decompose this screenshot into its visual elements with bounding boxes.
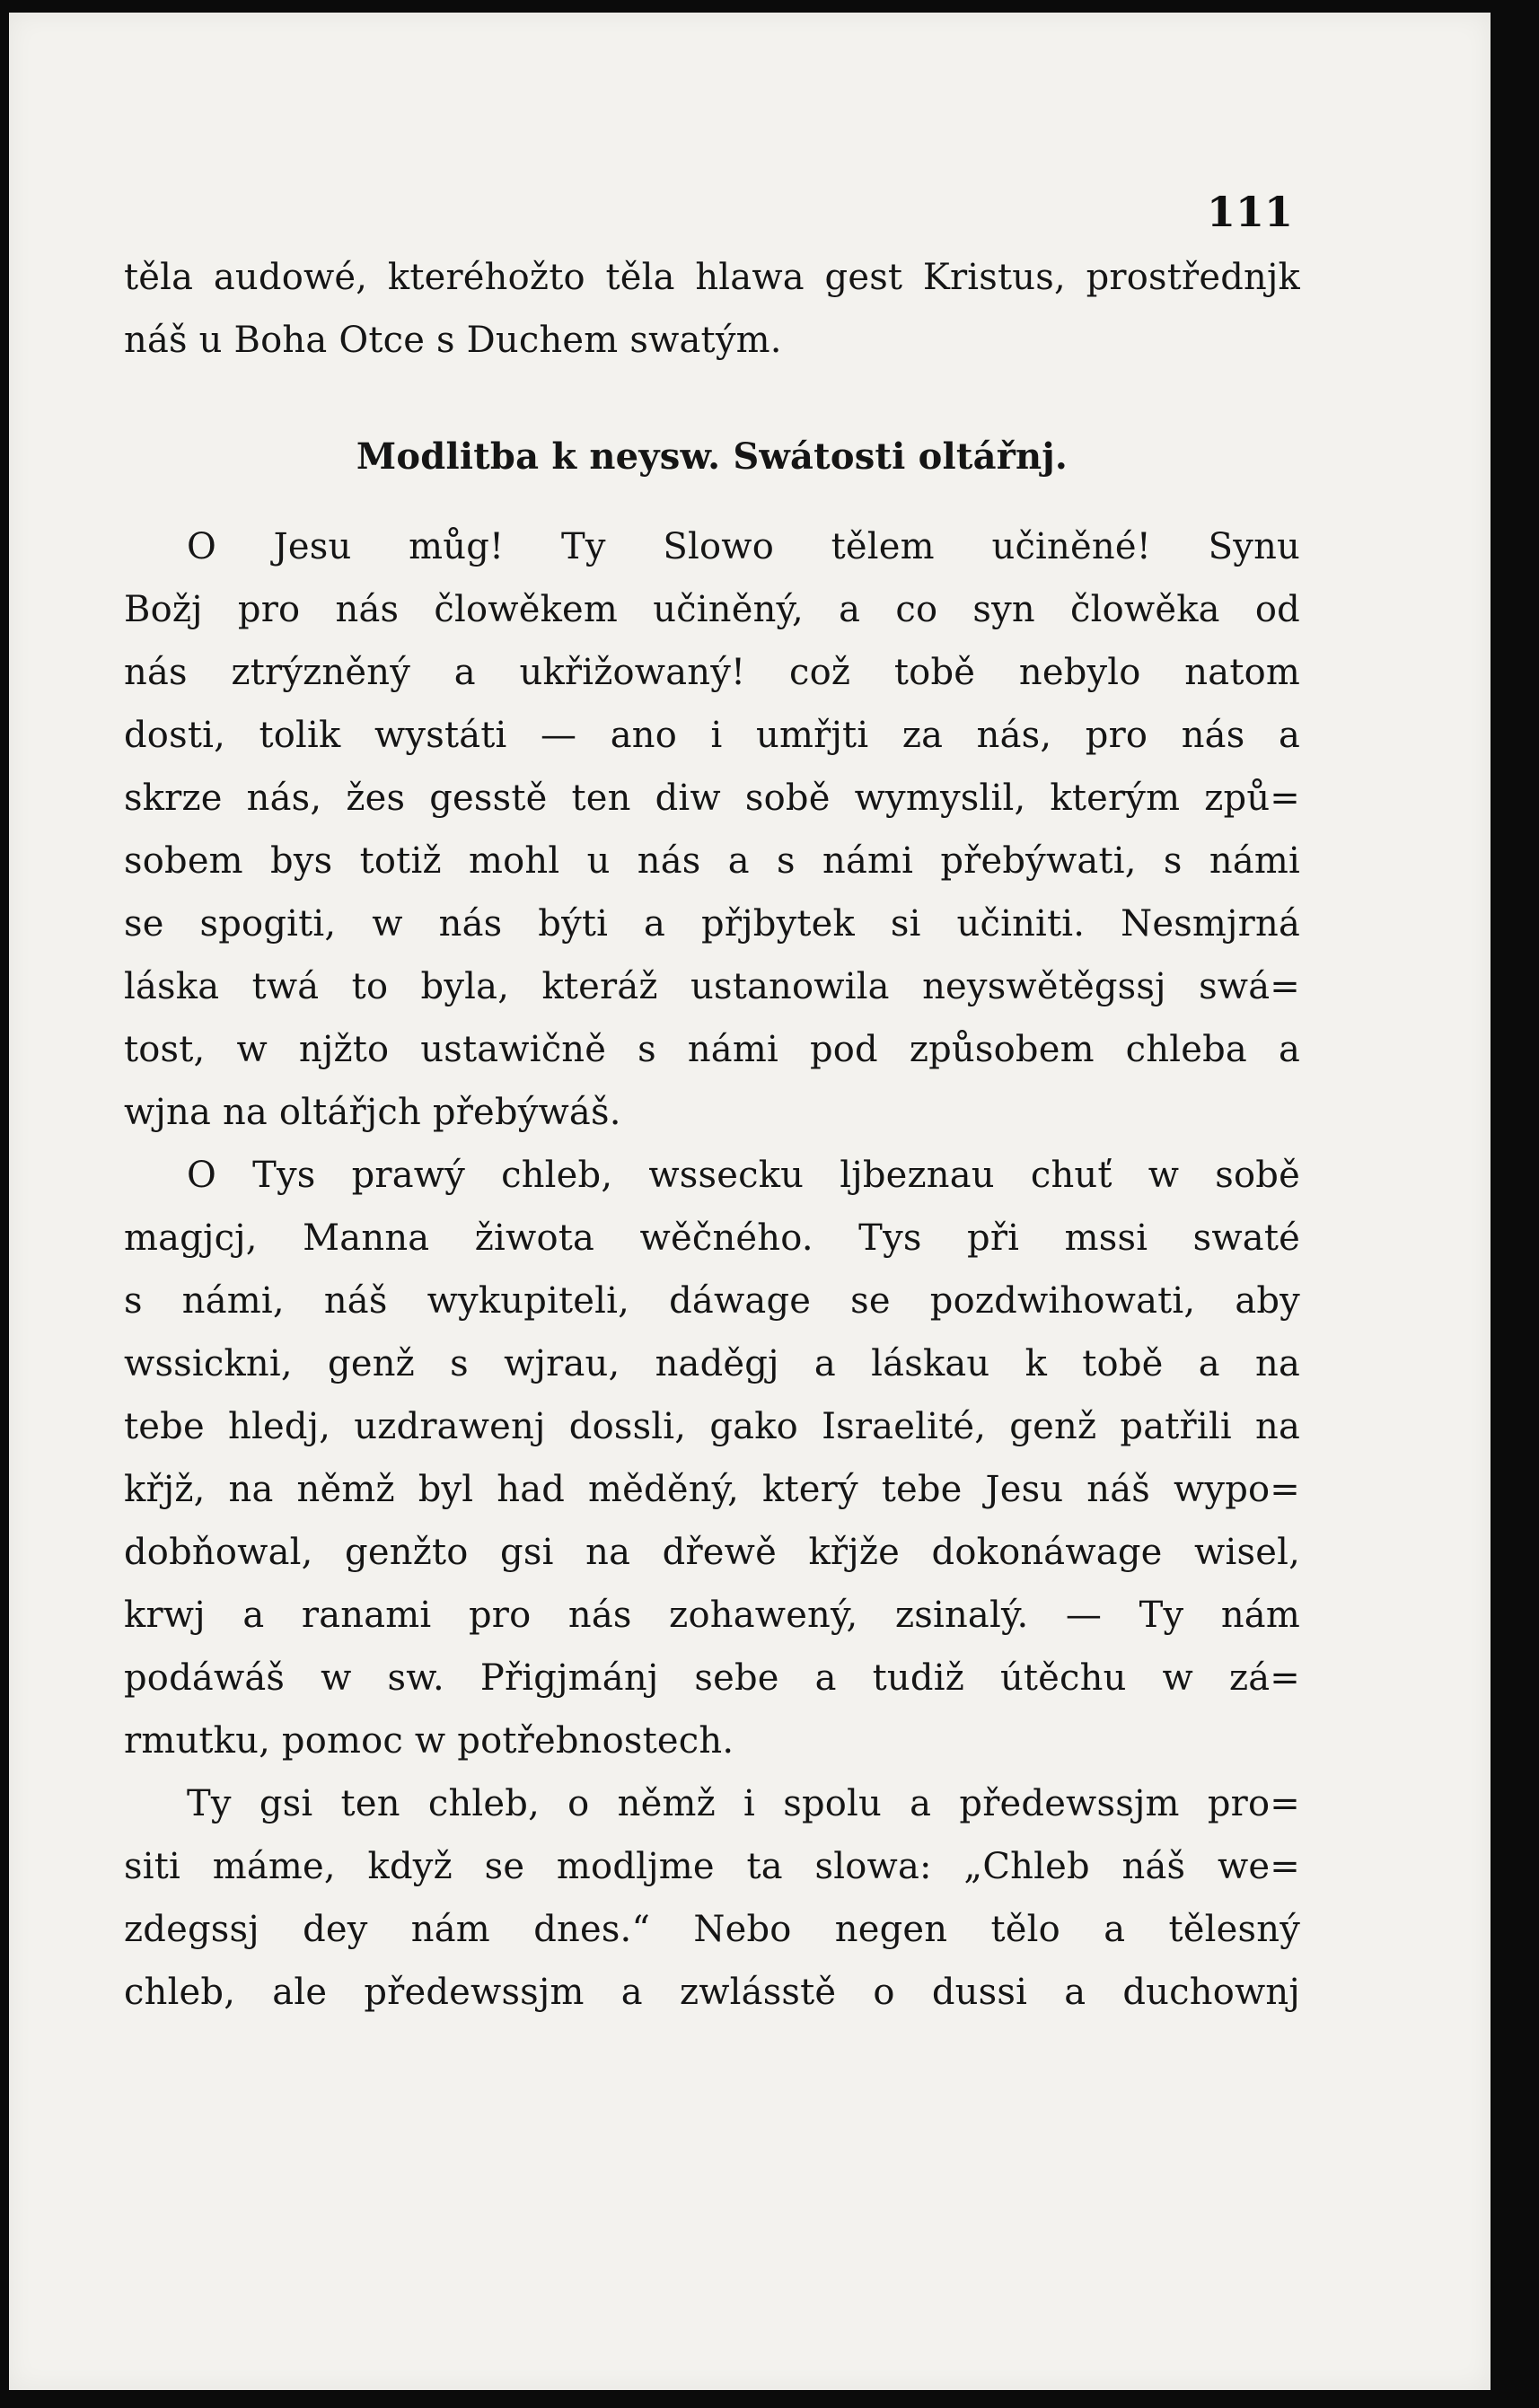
text-line: wjna na oltářjch přebýwáš. [124, 1092, 621, 1133]
text-line: dobňowal, genžto gsi na dřewě křjže dokonáwage wisel, [124, 1532, 1300, 1573]
text-line: zdegssj dey nám dnes.“ Nebo negen tělo a tělesný [124, 1909, 1300, 1950]
text-line: křjž, na němž byl had měděný, který tebe Jesu náš wypo= [124, 1469, 1300, 1510]
text-line: nás ztrýzněný a ukřižowaný! což tobě nebylo natom [124, 652, 1300, 693]
text-line: láska twá to byla, kteráž ustanowila neyswětěgssj swá= [124, 966, 1300, 1007]
book-page [9, 13, 1491, 2390]
paragraph-3 [124, 1144, 1300, 1772]
text-line: Ty gsi ten chleb, o němž i spolu a předewssjm pro= [187, 1783, 1300, 1824]
text-line: O Jesu můg! Ty Slowo tělem učiněné! Synu [187, 526, 1300, 567]
page-number: 111 [1206, 188, 1293, 236]
text-line: Božj pro nás člowěkem učiněný, a co syn člowěka od [124, 589, 1300, 630]
text-line: skrze nás, žes gesstě ten diw sobě wymyslil, kterým způ= [124, 778, 1300, 819]
text-line: siti máme, když se modljme ta slowa: „Chleb náš we= [124, 1846, 1300, 1887]
page-text [124, 183, 1300, 2024]
prayer-heading: Modlitba k neysw. Swátosti oltářnj. [356, 435, 1069, 478]
text-line: krwj a ranami pro nás zohawený, zsinalý. — Ty nám [124, 1595, 1300, 1636]
text-line: O Tys prawý chleb, wssecku ljbeznau chuť w sobě [187, 1155, 1300, 1196]
text-line: podáwáš w sw. Přigjmánj sebe a tudiž útěchu w zá= [124, 1657, 1300, 1699]
text-line: wssickni, genž s wjrau, naděgj a láskau k tobě a na [124, 1343, 1300, 1384]
text-line: tebe hledj, uzdrawenj dossli, gako Israelité, genž patřili na [124, 1406, 1300, 1447]
paragraph-2 [124, 515, 1300, 1144]
text-line: tost, w njžto ustawičně s námi pod způsobem chleba a [124, 1029, 1300, 1070]
text-line: těla audowé, kteréhožto těla hlawa gest Kristus, prostřednjk [124, 257, 1300, 298]
text-line: rmutku, pomoc w potřebnostech. [124, 1720, 734, 1762]
text-line: se spogiti, w nás býti a přjbytek si učiniti. Nesmjrná [124, 903, 1300, 945]
text-line: sobem bys totiž mohl u nás a s námi přebýwati, s námi [124, 840, 1300, 882]
text-line: náš u Boha Otce s Duchem swatým. [124, 320, 782, 361]
paragraph-1 [124, 246, 1300, 372]
paragraph-4 [124, 1772, 1300, 2024]
text-line: magjcj, Manna žiwota wěčného. Tys při mssi swaté [124, 1217, 1300, 1259]
text-line: s námi, náš wykupiteli, dáwage se pozdwihowati, aby [124, 1280, 1300, 1322]
text-line: chleb, ale předewssjm a zwlásstě o dussi a duchownj [124, 1972, 1300, 2013]
text-line: dosti, tolik wystáti — ano i umřjti za nás, pro nás a [124, 715, 1300, 756]
